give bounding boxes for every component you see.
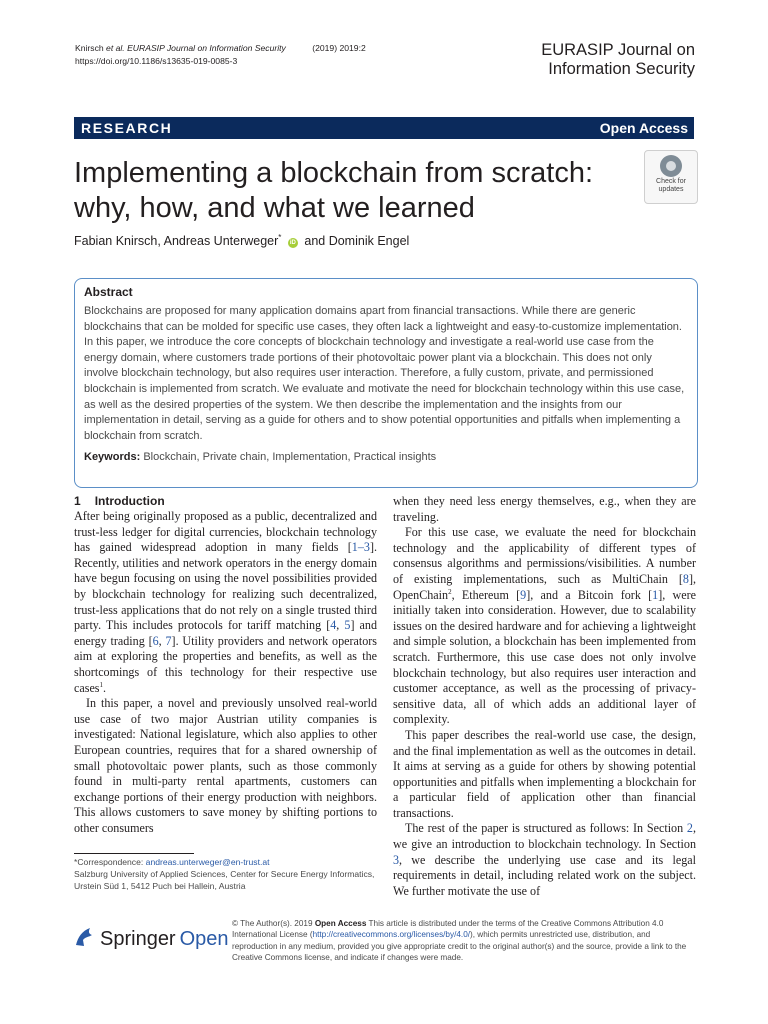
open-access-label: Open Access (599, 120, 688, 136)
section-number: 1 (74, 494, 81, 508)
section-title: Introduction (94, 494, 165, 508)
journal-name-line2: Information Security (548, 60, 695, 78)
paragraph: After being originally proposed as a public, decentralized and trust-less ledger for digital currencies, blockchain technology has gained widespread adoption in many fields [1–3]. Recently, utilities and network operators in the energy domain have begun focusing on using the novel possibilities provided by blockchain technology for realizing such decentralized, trust-less applications that do not rely on a single trusted third party. This includes protocols for tariff matching [4, 5] and energy trading [6, 7]. Utility providers and network operators aim at exploring the properties and benefits, as well as the shortcomings of this technology for their respective use cases$^1$. (74, 509, 378, 695)
publisher-logo (72, 925, 229, 955)
text-run: ), which permits unrestricted use, distribution, and reproduction in any medium, provided you give appropriate credit to the original author(s) and the source, provide a link to the Creative Commons license, and indicate if changes were made. (232, 930, 687, 962)
abstract-box (74, 278, 698, 488)
license-statement (232, 918, 694, 963)
check-updates-line2: updates (658, 186, 684, 193)
abstract-heading: Abstract (84, 285, 133, 299)
keywords-label: Keywords: (84, 451, 141, 464)
text-run: ], and a Bitcoin fork [ (526, 587, 653, 602)
citation-etal: et al. (106, 43, 125, 53)
paragraph (393, 821, 696, 899)
running-header (75, 42, 366, 68)
text-run: ], were initially taken into consideration. However, due to scalability issues on the desired hardware and for achieving a lightweight and simple solution, a blockchain has been implemented from scratch. Furthermore, this use case does not only involve blockchain technology, but also requires user interaction and customer acceptance, as well as the processing of privacy-sensitive data, all of which adds an additional layer of complexity. (393, 587, 697, 727)
springer-horse-icon (72, 925, 96, 955)
text-run: The rest of the paper is structured as follows: In Section (405, 821, 687, 836)
corresponding-mark: * (278, 232, 282, 242)
keywords-text: Blockchain, Private chain, Implementation, Practical insights (143, 451, 437, 464)
citation-authors: Knirsch (75, 43, 104, 53)
journal-name-line1: EURASIP Journal on (541, 41, 695, 59)
citation-journal: EURASIP Journal on Information Security (127, 43, 286, 53)
orcid-icon[interactable]: iD (289, 240, 296, 246)
footnote-mark[interactable]: 1 (99, 680, 104, 689)
text-run: For this use case, we evaluate the need for blockchain technology and the applicability of different types of consensus algorithms and permissions/visibilities. A number of existing implementations, such as MultiChain [ (393, 525, 696, 586)
citation-link[interactable]: 6 (152, 633, 159, 648)
text-run: After being originally proposed as a public, decentralized and trust-less ledger for digital currencies, blockchain technology has gained widespread adoption in many fields [ (74, 509, 377, 555)
article-title: Implementing a blockchain from scratch: why, how, and what we learned (74, 157, 593, 224)
footnote-rule (74, 853, 194, 854)
journal-name (541, 41, 695, 79)
footnote-mark[interactable]: 2 (448, 587, 452, 596)
doi-link[interactable]: https://doi.org/10.1186/s13635-019-0085-3 (75, 56, 238, 66)
text-run: ], OpenChain (393, 571, 696, 602)
citation-link[interactable]: 7 (165, 633, 172, 648)
open-access-bold: Open Access (314, 919, 367, 928)
right-column (393, 494, 696, 899)
text-run: , we describe the underlying use case and its legal requirements in detail, including related work on the subject. We further motivate the use of (393, 852, 696, 898)
license-link[interactable]: http://creativecommons.org/licenses/by/4.0/ (312, 930, 471, 940)
affiliation-line1: Salzburg University of Applied Sciences, Center for Secure Energy Informatics, (74, 869, 375, 879)
citation-link[interactable]: 5 (344, 618, 351, 633)
citation-link[interactable]: 4 (330, 618, 337, 633)
text-run: ]. Recently, utilities and network operators in the energy domain have begun focusing on using the novel possibilities provided by blockchain technology for realizing such decentralized, trust-less applications that do not rely on a single trusted third party. This includes protocols for tariff matching [ (74, 540, 377, 633)
article-type-label: RESEARCH (81, 120, 173, 136)
text-run: This article is distributed under the terms of the Creative Commons Attribution 4.0 International License ( (232, 919, 664, 940)
publisher-name: Springer (100, 928, 176, 950)
author-names: Fabian Knirsch, Andreas Unterweger (74, 234, 279, 248)
author-list (74, 234, 409, 248)
text-run: ] and energy trading [ (74, 618, 377, 648)
section-heading-introduction (74, 494, 377, 509)
paragraph: when they need less energy themselves, e.g., when they are traveling. (393, 494, 696, 524)
citation-link[interactable]: 1–3 (351, 540, 370, 555)
correspondence-label: *Correspondence: (74, 857, 146, 867)
correspondence-footnote (74, 856, 384, 892)
check-for-updates-badge[interactable] (644, 150, 698, 204)
text-run: . (103, 680, 107, 695)
email-link[interactable]: andreas.unterweger@en-trust.at (145, 857, 270, 867)
text-run: © The Author(s). 2019 (232, 919, 315, 928)
citation-link[interactable]: 8 (682, 571, 689, 586)
paragraph (393, 525, 696, 728)
citation-year: (2019) 2019:2 (312, 43, 366, 53)
paragraph: This paper describes the real-world use case, the design, and the final implementation as well as the outcomes in detail. It aims at serving as a guide for others by showing potential opportunities and pitfalls when implementing a blockchain for a particular field of application other than financial transactions. (393, 727, 696, 820)
text-run: ]. Utility providers and network operators aim at exploring the properties and benefits, as well as the shortcomings of this technology for their respective use cases (74, 633, 378, 695)
publisher-suffix: Open (179, 928, 229, 950)
citation-link[interactable]: 9 (520, 587, 527, 602)
text-run: , Ethereum [ (451, 587, 521, 602)
section-link[interactable]: 3 (393, 852, 400, 867)
abstract-text: Blockchains are proposed for many application domains apart from financial transactions. While there are generic blockchains that can be molded for specific use cases, they often lack a lightweight and easy-to-customize implementation. In this paper, we introduce the core concepts of blockchain technology and investigate a real-world use case from the energy domain, where customers trade portions of their photovoltaic power plant via a blockchain. This does not only involve blockchain technology, but also requires user interaction. Therefore, a fully custom, private, and permissioned blockchain is implemented from scratch. We evaluate and motivate the need for blockchain technology within this use case, as well as the desired properties of the system. We then describe the implementation and the insights from our implementation in detail, serving as a guide for others and to show potential opportunities and pitfalls when implementing a blockchain from scratch. (84, 305, 685, 442)
section-link[interactable]: 2 (686, 821, 693, 836)
citation-line (75, 42, 366, 55)
paragraph: In this paper, a novel and previously unsolved real-world use case of two major Austrian utility companies is investigated: National legislature, which also applies to other European countries, requires that for a shared ownership of small photovoltaic power plants, such as those commonly found in multi-party rental apartments, customers can exchange portions of their energy production with neighbors. This allows customers to save money by shifting portions to other consumers (74, 696, 377, 835)
keywords (84, 451, 688, 463)
text-run: , we give an introduction to blockchain technology. In Section (393, 821, 696, 852)
check-updates-line1: Check for (656, 178, 686, 185)
check-updates-icon (660, 155, 682, 177)
article-type-banner (74, 117, 694, 139)
author-names-last: and Dominik Engel (304, 234, 410, 248)
citation-link[interactable]: 1 (652, 587, 659, 602)
left-column (74, 494, 377, 836)
affiliation-line2: Urstein Süd 1, 5412 Puch bei Hallein, Austria (74, 881, 246, 891)
